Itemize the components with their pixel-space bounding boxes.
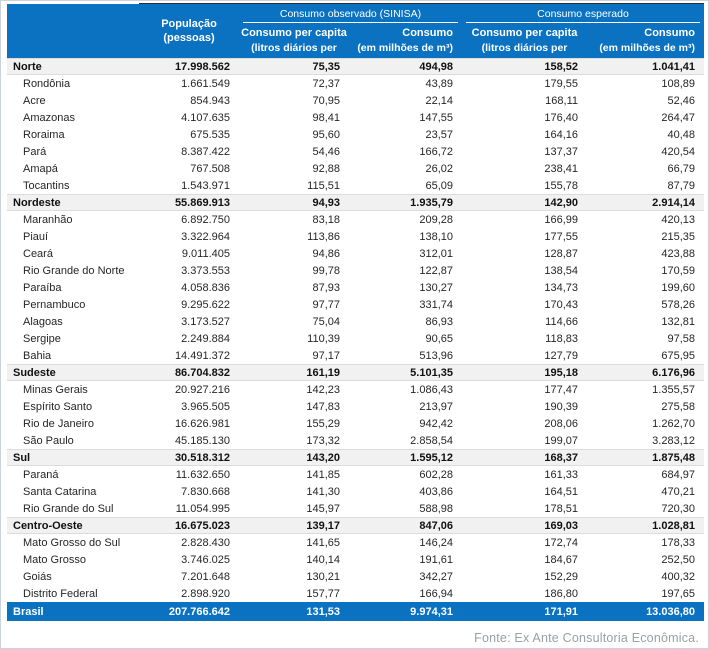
row-value: 179,55	[544, 77, 578, 90]
row-value: 2.828.430	[181, 536, 230, 549]
row-label: Sergipe	[23, 332, 61, 345]
table-row	[7, 432, 704, 449]
row-value: 130,21	[306, 570, 340, 583]
row-label: Brasil	[13, 605, 44, 618]
row-value: 20.927.216	[174, 383, 230, 396]
table-row	[7, 262, 704, 279]
row-value: 213,97	[419, 400, 453, 413]
row-value: 141,65	[306, 536, 340, 549]
group-header-expected	[466, 4, 700, 23]
row-value: 143,20	[306, 451, 340, 464]
row-value: 45.185.130	[174, 434, 230, 447]
row-value: 4.107.635	[181, 111, 230, 124]
table-row	[7, 483, 704, 500]
group-header-expected-label: Consumo esperado	[537, 8, 629, 20]
row-value: 164,51	[544, 485, 578, 498]
row-value: 1.875,48	[652, 451, 695, 464]
row-value: 147,83	[306, 400, 340, 413]
row-value: 494,98	[419, 60, 453, 73]
table-row	[7, 296, 704, 313]
row-label: Alagoas	[23, 315, 63, 328]
row-value: 131,53	[306, 605, 340, 618]
row-value: 94,93	[312, 196, 340, 209]
row-value: 3.746.025	[181, 553, 230, 566]
row-value: 177,55	[544, 230, 578, 243]
row-value: 2.898.920	[181, 587, 230, 600]
row-value: 190,39	[544, 400, 578, 413]
row-value: 199,60	[661, 281, 695, 294]
row-value: 155,29	[306, 417, 340, 430]
row-label: São Paulo	[23, 434, 74, 447]
row-value: 4.058.836	[181, 281, 230, 294]
table-row	[7, 602, 704, 621]
column-header-observed-per-capita	[239, 23, 349, 58]
row-value: 134,73	[544, 281, 578, 294]
row-value: 14.491.372	[174, 349, 230, 362]
row-value: 9.295.622	[181, 298, 230, 311]
row-value: 602,28	[419, 468, 453, 481]
row-value: 138,10	[419, 230, 453, 243]
row-value: 146,24	[419, 536, 453, 549]
row-value: 1.661.549	[181, 77, 230, 90]
row-label: Espírito Santo	[23, 400, 93, 413]
row-value: 6.176,96	[652, 366, 695, 379]
row-value: 178,51	[544, 502, 578, 515]
row-label: Distrito Federal	[23, 587, 98, 600]
column-header-population	[139, 4, 239, 58]
group-header-observed	[243, 4, 458, 23]
row-label: Amapá	[23, 162, 58, 175]
table-row	[7, 245, 704, 262]
row-value: 87,79	[667, 179, 695, 192]
column-header-observed-consumption	[349, 23, 462, 58]
row-value: 22,14	[425, 94, 453, 107]
table-row	[7, 449, 704, 466]
row-value: 90,65	[425, 332, 453, 345]
row-value: 97,17	[312, 349, 340, 362]
row-value: 161,19	[306, 366, 340, 379]
row-value: 43,89	[425, 77, 453, 90]
row-label: Sul	[13, 451, 31, 464]
observed-per-capita-line1: Consumo per capita	[241, 26, 347, 39]
row-value: 86,93	[425, 315, 453, 328]
row-value: 168,37	[544, 451, 578, 464]
row-value: 3.322.964	[181, 230, 230, 243]
expected-per-capita-line1: Consumo per capita	[471, 26, 578, 39]
row-value: 1.028,81	[652, 519, 695, 532]
group-header-observed-label: Consumo observado (SINISA)	[279, 8, 422, 20]
row-value: 139,17	[306, 519, 340, 532]
row-value: 40,48	[667, 128, 695, 141]
row-value: 94,86	[312, 247, 340, 260]
row-value: 331,74	[419, 298, 453, 311]
row-value: 854.943	[190, 94, 230, 107]
row-value: 158,52	[544, 60, 578, 73]
row-label: Pará	[23, 145, 47, 158]
row-value: 170,43	[544, 298, 578, 311]
table-row	[7, 568, 704, 585]
row-value: 423,88	[661, 247, 695, 260]
row-value: 127,79	[544, 349, 578, 362]
row-value: 166,94	[419, 587, 453, 600]
row-value: 197,65	[661, 587, 695, 600]
table-row	[7, 364, 704, 381]
row-label: Acre	[23, 94, 46, 107]
row-value: 342,27	[419, 570, 453, 583]
row-label: Minas Gerais	[23, 383, 88, 396]
row-value: 420,54	[661, 145, 695, 158]
table-row	[7, 160, 704, 177]
table-row	[7, 279, 704, 296]
row-value: 122,87	[419, 264, 453, 277]
row-value: 312,01	[419, 247, 453, 260]
row-value: 767.508	[190, 162, 230, 175]
row-label: Paraíba	[23, 281, 62, 294]
row-value: 26,02	[425, 162, 453, 175]
row-value: 578,26	[661, 298, 695, 311]
table-row	[7, 517, 704, 534]
row-value: 75,04	[312, 315, 340, 328]
row-value: 138,54	[544, 264, 578, 277]
table-row	[7, 551, 704, 568]
row-value: 513,96	[419, 349, 453, 362]
row-value: 108,89	[661, 77, 695, 90]
row-label: Roraima	[23, 128, 65, 141]
row-value: 118,83	[545, 332, 578, 345]
table-row	[7, 109, 704, 126]
row-value: 97,58	[667, 332, 695, 345]
row-value: 403,86	[419, 485, 453, 498]
table-row	[7, 466, 704, 483]
row-value: 186,80	[544, 587, 578, 600]
row-value: 942,42	[419, 417, 453, 430]
row-value: 2.858,54	[410, 434, 453, 447]
row-value: 588,98	[419, 502, 453, 515]
row-value: 176,40	[544, 111, 578, 124]
row-value: 147,55	[419, 111, 453, 124]
row-value: 8.387.422	[181, 145, 230, 158]
row-value: 847,06	[419, 519, 453, 532]
header-stub-cell	[7, 4, 139, 58]
row-value: 92,88	[312, 162, 340, 175]
row-value: 3.373.553	[181, 264, 230, 277]
observed-consumption-line1: Consumo	[402, 26, 453, 39]
table-row	[7, 313, 704, 330]
row-value: 65,09	[425, 179, 453, 192]
row-value: 54,46	[312, 145, 340, 158]
row-value: 141,30	[306, 485, 340, 498]
table-row	[7, 211, 704, 228]
row-value: 155,78	[544, 179, 578, 192]
table-row	[7, 347, 704, 364]
row-label: Piauí	[23, 230, 49, 243]
expected-per-capita-line2: (litros diários per	[481, 41, 568, 54]
population-label-line2: (pessoas)	[163, 32, 215, 44]
row-value: 173,32	[306, 434, 340, 447]
row-label: Norte	[13, 60, 42, 73]
row-value: 142,90	[544, 196, 578, 209]
row-value: 191,61	[419, 553, 453, 566]
row-value: 264,47	[661, 111, 695, 124]
row-value: 215,35	[661, 230, 695, 243]
table-row	[7, 75, 704, 92]
row-value: 275,58	[661, 400, 695, 413]
row-value: 720,30	[661, 502, 695, 515]
row-label: Maranhão	[23, 213, 73, 226]
row-value: 1.086,43	[410, 383, 453, 396]
row-value: 177,47	[544, 383, 578, 396]
population-label-line1: População	[161, 17, 217, 30]
row-value: 171,91	[544, 605, 578, 618]
row-value: 3.173.527	[181, 315, 230, 328]
row-value: 145,97	[306, 502, 340, 515]
row-value: 1.543.971	[181, 179, 230, 192]
row-value: 6.892.750	[181, 213, 230, 226]
row-value: 16.675.023	[174, 519, 230, 532]
row-value: 137,37	[544, 145, 578, 158]
table-row	[7, 415, 704, 432]
column-header-expected-per-capita	[462, 23, 587, 58]
row-value: 1.262,70	[652, 417, 695, 430]
row-label: Pernambuco	[23, 298, 86, 311]
row-value: 95,60	[312, 128, 340, 141]
row-value: 132,81	[661, 315, 695, 328]
row-value: 7.830.668	[181, 485, 230, 498]
row-value: 66,79	[667, 162, 695, 175]
row-value: 3.965.505	[181, 400, 230, 413]
row-value: 184,67	[544, 553, 578, 566]
row-label: Nordeste	[13, 196, 61, 209]
row-label: Ceará	[23, 247, 53, 260]
row-value: 2.914,14	[652, 196, 695, 209]
row-value: 209,28	[419, 213, 453, 226]
row-value: 420,13	[661, 213, 695, 226]
table-row	[7, 126, 704, 143]
row-value: 675.535	[190, 128, 230, 141]
row-label: Sudeste	[13, 366, 56, 379]
row-value: 166,99	[544, 213, 578, 226]
row-value: 252,50	[661, 553, 695, 566]
row-value: 87,93	[312, 281, 340, 294]
row-value: 170,59	[661, 264, 695, 277]
table-row	[7, 398, 704, 415]
table-body	[7, 58, 704, 621]
row-value: 9.011.405	[181, 247, 230, 260]
row-value: 164,16	[544, 128, 578, 141]
row-value: 72,37	[312, 77, 340, 90]
row-value: 470,21	[661, 485, 695, 498]
row-value: 400,32	[661, 570, 695, 583]
row-value: 152,29	[544, 570, 578, 583]
observed-per-capita-line2: (litros diários per	[251, 41, 337, 54]
row-value: 141,85	[306, 468, 340, 481]
row-value: 30.518.312	[174, 451, 230, 464]
row-value: 9.974,31	[410, 605, 453, 618]
row-value: 207.766.642	[168, 605, 230, 618]
row-value: 11.632.650	[175, 468, 230, 481]
row-value: 7.201.648	[181, 570, 230, 583]
row-label: Santa Catarina	[23, 485, 97, 498]
row-value: 169,03	[544, 519, 578, 532]
row-value: 86.704.832	[174, 366, 230, 379]
row-label: Tocantins	[23, 179, 70, 192]
row-value: 55.869.913	[174, 196, 230, 209]
expected-consumption-line1: Consumo	[644, 26, 695, 39]
row-label: Rio Grande do Norte	[23, 264, 125, 277]
row-value: 5.101,35	[410, 366, 453, 379]
row-label: Mato Grosso	[23, 553, 86, 566]
table-row	[7, 381, 704, 398]
table-row	[7, 194, 704, 211]
row-value: 115,51	[307, 179, 340, 192]
row-label: Rondônia	[23, 77, 71, 90]
row-value: 16.626.981	[174, 417, 230, 430]
row-value: 128,87	[544, 247, 578, 260]
row-value: 75,35	[312, 60, 340, 73]
row-value: 83,18	[312, 213, 340, 226]
row-label: Paraná	[23, 468, 59, 481]
table-row	[7, 143, 704, 160]
table-row	[7, 500, 704, 517]
row-label: Goiás	[23, 570, 52, 583]
row-value: 98,41	[312, 111, 340, 124]
row-value: 208,06	[544, 417, 578, 430]
row-label: Rio Grande do Sul	[23, 502, 114, 515]
row-value: 99,78	[312, 264, 340, 277]
table-row	[7, 58, 704, 75]
table-row	[7, 534, 704, 551]
row-value: 130,27	[419, 281, 453, 294]
row-value: 97,77	[312, 298, 340, 311]
row-value: 1.935,79	[410, 196, 453, 209]
row-value: 2.249.884	[181, 332, 230, 345]
row-value: 1.355,57	[652, 383, 695, 396]
column-header-expected-consumption	[587, 23, 704, 58]
row-value: 157,77	[306, 587, 340, 600]
row-value: 684,97	[661, 468, 695, 481]
row-value: 70,95	[312, 94, 340, 107]
row-value: 17.998.562	[174, 60, 230, 73]
table-row	[7, 228, 704, 245]
row-value: 172,74	[544, 536, 578, 549]
row-value: 161,33	[544, 468, 578, 481]
row-value: 110,39	[307, 332, 340, 345]
row-label: Amazonas	[23, 111, 75, 124]
table-row	[7, 92, 704, 109]
row-value: 199,07	[544, 434, 578, 447]
table-row	[7, 330, 704, 347]
row-value: 23,57	[425, 128, 453, 141]
row-value: 3.283,12	[652, 434, 695, 447]
row-value: 675,95	[661, 349, 695, 362]
observed-consumption-line2: (em milhões de m³)	[357, 41, 453, 54]
row-value: 52,46	[667, 94, 695, 107]
row-value: 238,41	[544, 162, 578, 175]
row-label: Rio de Janeiro	[23, 417, 94, 430]
row-value: 140,14	[306, 553, 340, 566]
expected-consumption-line2: (em milhões de m³)	[599, 41, 695, 54]
row-value: 178,33	[661, 536, 695, 549]
row-value: 195,18	[544, 366, 578, 379]
row-label: Bahia	[23, 349, 52, 362]
row-value: 142,23	[306, 383, 340, 396]
table-header	[7, 4, 704, 58]
row-value: 114,66	[545, 315, 578, 328]
row-label: Centro-Oeste	[13, 519, 83, 532]
row-value: 1.595,12	[410, 451, 453, 464]
row-value: 11.054.995	[175, 502, 230, 515]
source-note: Fonte: Ex Ante Consultoria Econômica.	[474, 631, 699, 645]
row-value: 166,72	[419, 145, 453, 158]
row-value: 13.036,80	[646, 605, 695, 618]
table-top-rule	[139, 3, 704, 4]
row-value: 113,86	[307, 230, 340, 243]
row-value: 168,11	[545, 94, 578, 107]
data-table	[7, 4, 704, 645]
table-row	[7, 177, 704, 194]
table-row	[7, 585, 704, 602]
row-label: Mato Grosso do Sul	[23, 536, 121, 549]
row-value: 1.041,41	[652, 60, 695, 73]
